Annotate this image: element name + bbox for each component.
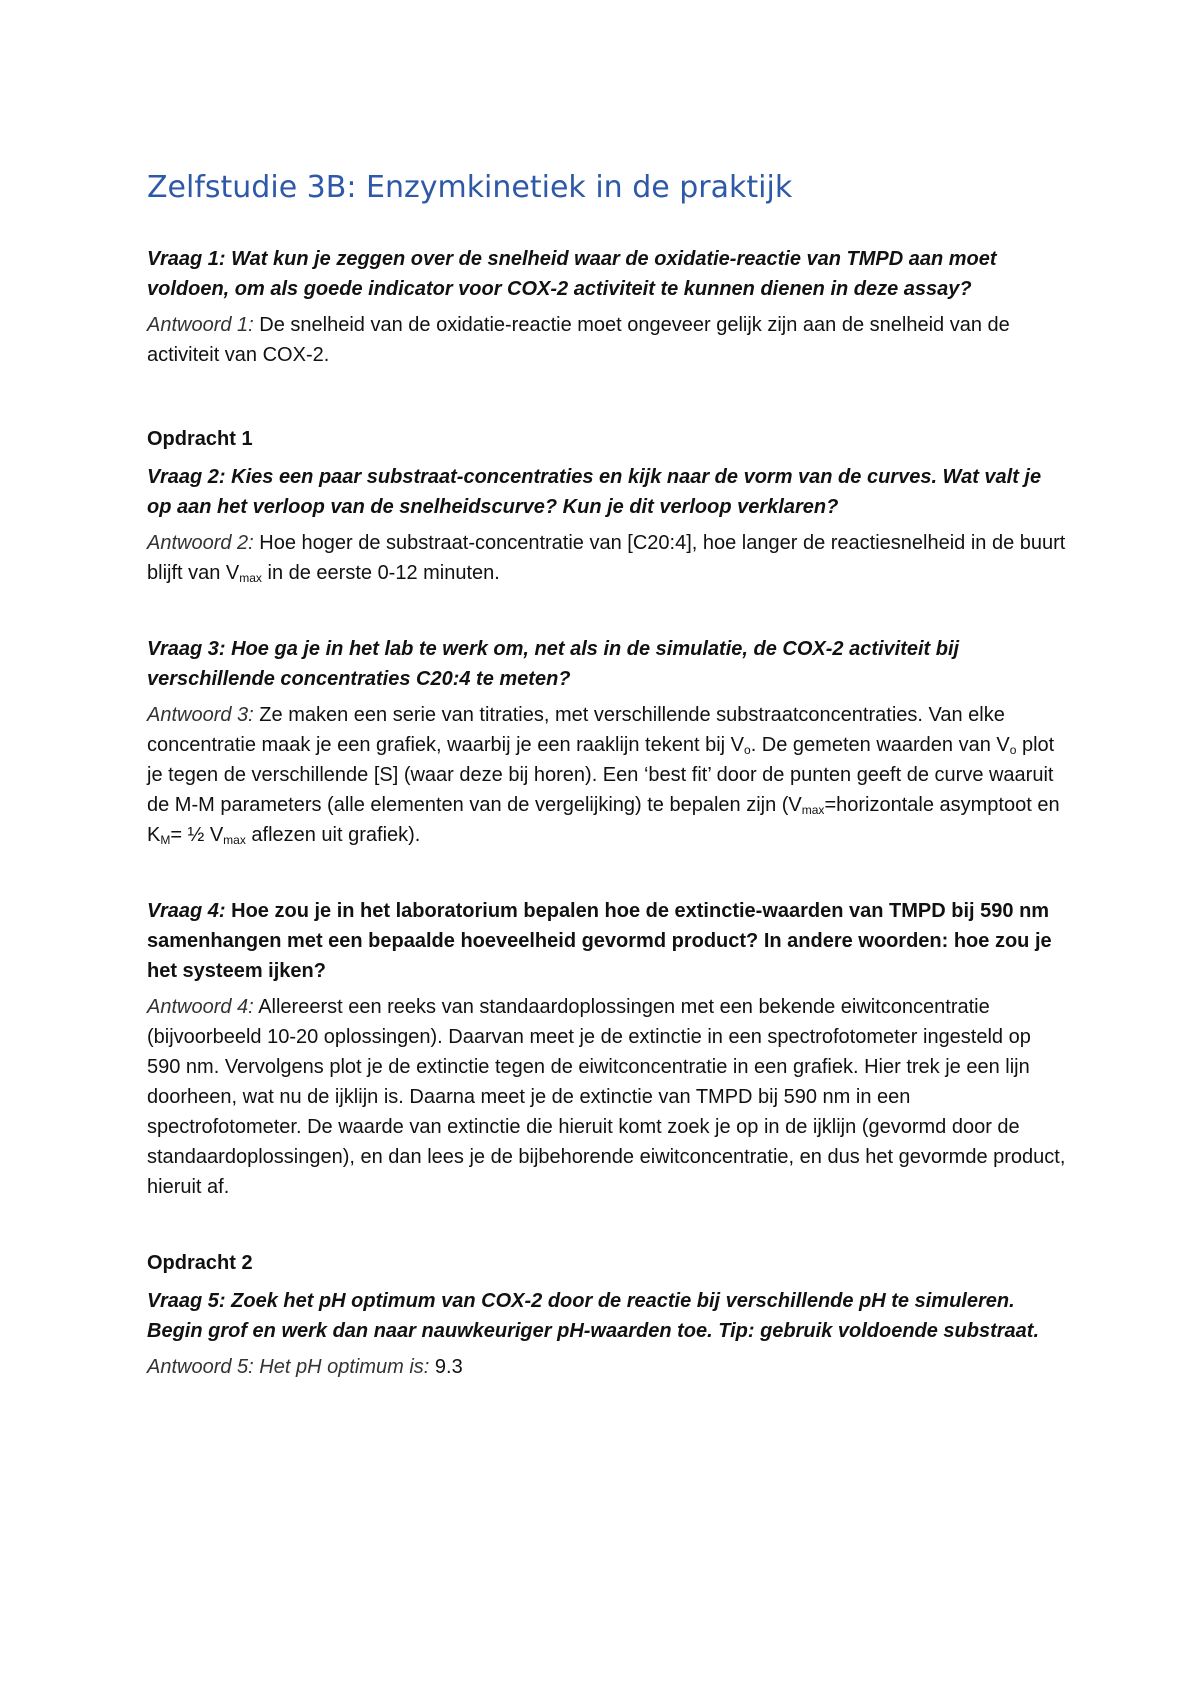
question-3-label: Vraag 3:: [147, 638, 226, 660]
subscript-max: max: [239, 571, 262, 585]
answer-4: [147, 992, 1067, 1202]
answer-1-label: Antwoord 1:: [147, 314, 254, 336]
answer-3-text-1: Ze maken een serie van titraties, met verschillende substraatconcentraties. Van elke concentratie maak je een grafiek, waarbij je een raaklijn tekent bij V: [147, 704, 1005, 756]
question-4-label: Vraag 4:: [147, 900, 226, 922]
answer-5-label: Antwoord 5: Het pH optimum is:: [147, 1356, 430, 1378]
answer-3-text-4: =horizontale asymptoot en K: [147, 794, 1060, 846]
answer-2-text-end: in de eerste 0-12 minuten.: [261, 562, 500, 584]
question-1: [147, 244, 1067, 304]
answer-1: [147, 310, 1067, 370]
answer-5: [147, 1352, 1067, 1382]
answer-3-label: Antwoord 3:: [147, 704, 254, 726]
question-4: [147, 896, 1067, 986]
subscript-o: o: [1009, 743, 1017, 757]
section-heading-opdracht-1: Opdracht 1: [147, 428, 253, 450]
subscript-max: max: [223, 833, 246, 847]
answer-2-text: Hoe hoger de substraat-concentratie van [C20:4], hoe langer de reactiesnelheid in de buurt blijft van V: [147, 532, 1066, 584]
question-3-text: Hoe ga je in het lab te werk om, net als in de simulatie, de COX-2 activiteit bij verschillende concentraties C20:4 te meten?: [147, 638, 960, 690]
question-5-label: Vraag 5:: [147, 1290, 226, 1312]
subscript-m: M: [160, 833, 171, 847]
question-5-text: Zoek het pH optimum van COX-2 door de reactie bij verschillende pH te simuleren. Begin grof en werk dan naar nauwkeuriger pH-waarden toe. Tip: gebruik voldoende substraat.: [147, 1290, 1040, 1342]
answer-1-text: De snelheid van de oxidatie-reactie moet ongeveer gelijk zijn aan de snelheid van de activiteit van COX-2.: [147, 314, 1010, 366]
section-heading-opdracht-2: Opdracht 2: [147, 1252, 253, 1274]
answer-3-text-5: = ½ V: [170, 824, 224, 846]
question-4-text: Hoe zou je in het laboratorium bepalen hoe de extinctie-waarden van TMPD bij 590 nm samenhangen met een bepaalde hoeveelheid gevormd product? In andere woorden: hoe zou je het systeem ijken?: [147, 900, 1052, 982]
question-2-label: Vraag 2:: [147, 466, 226, 488]
question-5: [147, 1286, 1067, 1346]
answer-2-label: Antwoord 2:: [147, 532, 254, 554]
answer-3-text-2: . De gemeten waarden van V: [750, 734, 1010, 756]
question-2-text: Kies een paar substraat-concentraties en kijk naar de vorm van de curves. Wat valt je op aan het verloop van de snelheidscurve? Kun je dit verloop verklaren?: [147, 466, 1042, 518]
answer-3: [147, 700, 1067, 850]
subscript-o: o: [744, 743, 751, 757]
question-1-label: Vraag 1:: [147, 248, 226, 270]
answer-3-text-3: plot je tegen de verschillende [S] (waar deze bij horen). Een ‘best fit’ door de punten geeft de curve waaruit de M-M parameters (alle elementen van de vergelijking) te bepalen zijn (V: [147, 734, 1055, 816]
answer-2: [147, 528, 1067, 588]
answer-3-text-6: aflezen uit grafiek).: [245, 824, 421, 846]
question-1-text: Wat kun je zeggen over de snelheid waar de oxidatie-reactie van TMPD aan moet voldoen, om als goede indicator voor COX-2 activiteit te kunnen dienen in deze assay?: [147, 248, 997, 300]
document-content: [147, 168, 1067, 1382]
answer-4-label: Antwoord 4:: [147, 996, 254, 1018]
answer-4-text: Allereerst een reeks van standaardoplossingen met een bekende eiwitconcentratie (bijvoorbeeld 10-20 oplossingen). Daarvan meet je de extinctie in een spectrofotometer ingesteld op 590 nm. Vervolgens plot je de extinctie tegen de eiwitconcentratie in een grafiek. Hier trek je een lijn doorheen, wat nu de ijklijn is. Daarna meet je de extinctie van TMPD bij 590 nm in een spectrofotometer. De waarde van extinctie die hieruit komt zoek je op in de ijklijn (gevormd door de standaardoplossingen), en dan lees je de bijbehorende eiwitconcentratie, en dus het gevormde product, hieruit af.: [147, 996, 1066, 1198]
answer-5-value: 9.3: [429, 1356, 463, 1378]
question-2: [147, 462, 1067, 522]
subscript-max: max: [801, 803, 825, 817]
page-title: Zelfstudie 3B: Enzymkinetiek in de praktijk: [147, 170, 793, 205]
question-3: [147, 634, 1067, 694]
